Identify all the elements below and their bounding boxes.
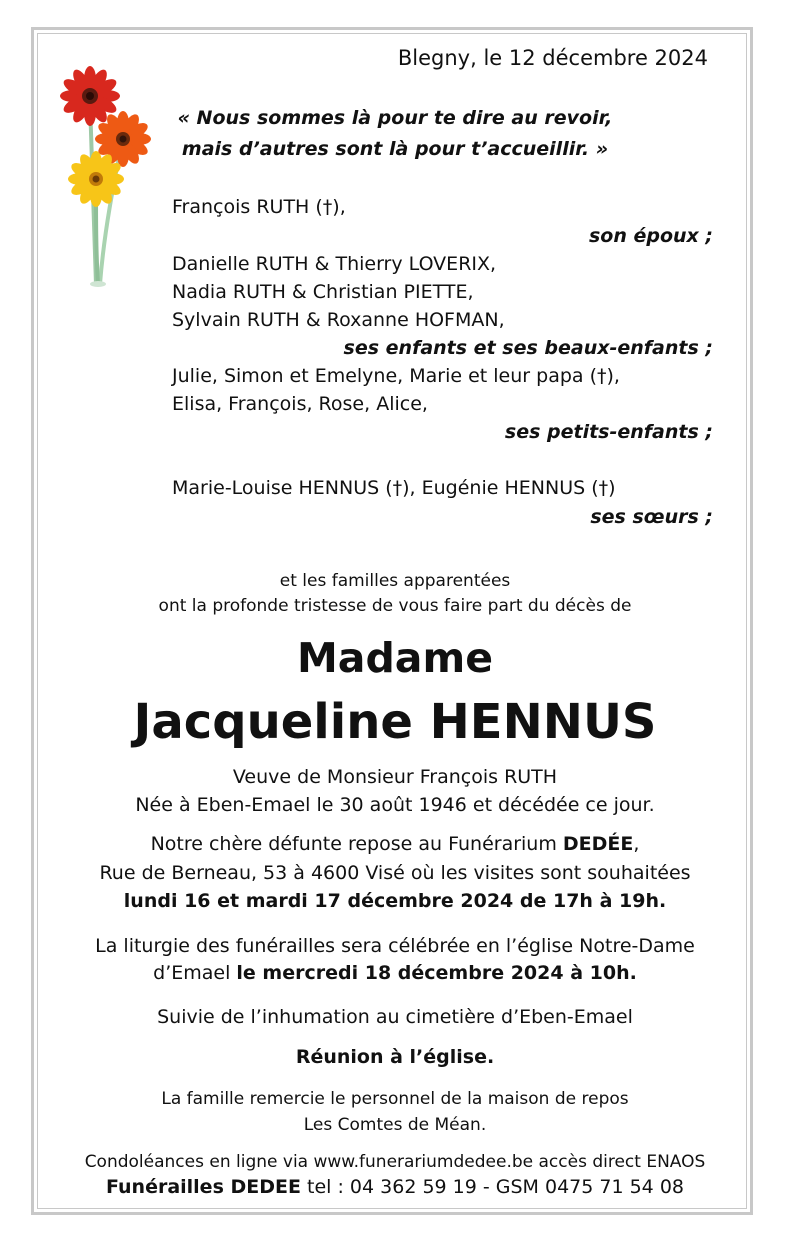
liturgy-date: le mercredi 18 décembre 2024 à 10h.	[236, 962, 637, 984]
child-line: Sylvain RUTH & Roxanne HOFMAN,	[172, 309, 505, 331]
spouse-role: son époux ;	[588, 225, 713, 247]
deceased-name: Jacqueline HENNUS	[133, 694, 657, 750]
visiting-hours: lundi 16 et mardi 17 décembre 2024 de 17h à 19h.	[123, 890, 667, 912]
deceased-title: Madame	[296, 634, 493, 682]
grandchild-line: Julie, Simon et Emelyne, Marie et leur papa (†),	[172, 365, 620, 387]
widow-line: Veuve de Monsieur François RUTH	[232, 766, 558, 788]
burial-line: Suivie de l’inhumation au cimetière d’Eben-Emael	[157, 1006, 633, 1028]
birth-line: Née à Eben-Emael le 30 août 1946 et décédée ce jour.	[135, 794, 655, 816]
rest-line-2: Rue de Berneau, 53 à 4600 Visé où les visites sont souhaitées	[99, 862, 691, 884]
thanks-line-1: La famille remercie le personnel de la maison de repos	[161, 1089, 629, 1109]
grandchildren-role: ses petits-enfants ;	[504, 421, 713, 443]
announcement-line-2: ont la profonde tristesse de vous faire part du décès de	[158, 596, 632, 616]
condolences-line: Condoléances en ligne via www.funerariumdedee.be accès direct ENAOS	[84, 1152, 706, 1172]
child-line: Danielle RUTH & Thierry LOVERIX,	[172, 253, 497, 275]
quote-line-2: mais d’autres sont là pour t’accueillir. »	[181, 138, 609, 160]
quote-line-1: « Nous sommes là pour te dire au revoir,	[177, 107, 613, 129]
rest-line-1	[0, 833, 790, 855]
contact-line	[0, 1176, 790, 1198]
funeral-home-name: DEDÉE	[562, 833, 634, 855]
child-line: Nadia RUTH & Christian PIETTE,	[172, 281, 474, 303]
sisters-names: Marie-Louise HENNUS (†), Eugénie HENNUS (†)	[172, 477, 616, 499]
date-line: Blegny, le 12 décembre 2024	[397, 46, 708, 70]
meeting-line: Réunion à l’église.	[295, 1046, 495, 1068]
thanks-line-2: Les Comtes de Méan.	[303, 1115, 487, 1135]
liturgy-line-1: La liturgie des funérailles sera célébrée en l’église Notre-Dame	[95, 935, 695, 957]
announcement-line-1: et les familles apparentées	[279, 571, 511, 591]
spouse-name: François RUTH (†),	[172, 196, 346, 218]
rest-suffix: ,	[633, 833, 640, 855]
rest-prefix: Notre chère défunte repose au Funérarium	[150, 833, 563, 855]
liturgy-line-2	[0, 962, 790, 984]
gerbera-flowers-icon	[56, 62, 156, 292]
sisters-role: ses sœurs ;	[590, 506, 713, 528]
children-role: ses enfants et ses beaux-enfants ;	[343, 337, 713, 359]
liturgy-prefix: d’Emael	[153, 962, 237, 984]
phone-numbers: tel : 04 362 59 19 - GSM 0475 71 54 08	[300, 1176, 684, 1198]
grandchild-line: Elisa, François, Rose, Alice,	[172, 393, 428, 415]
company-name: Funérailles DEDEE	[105, 1176, 301, 1198]
